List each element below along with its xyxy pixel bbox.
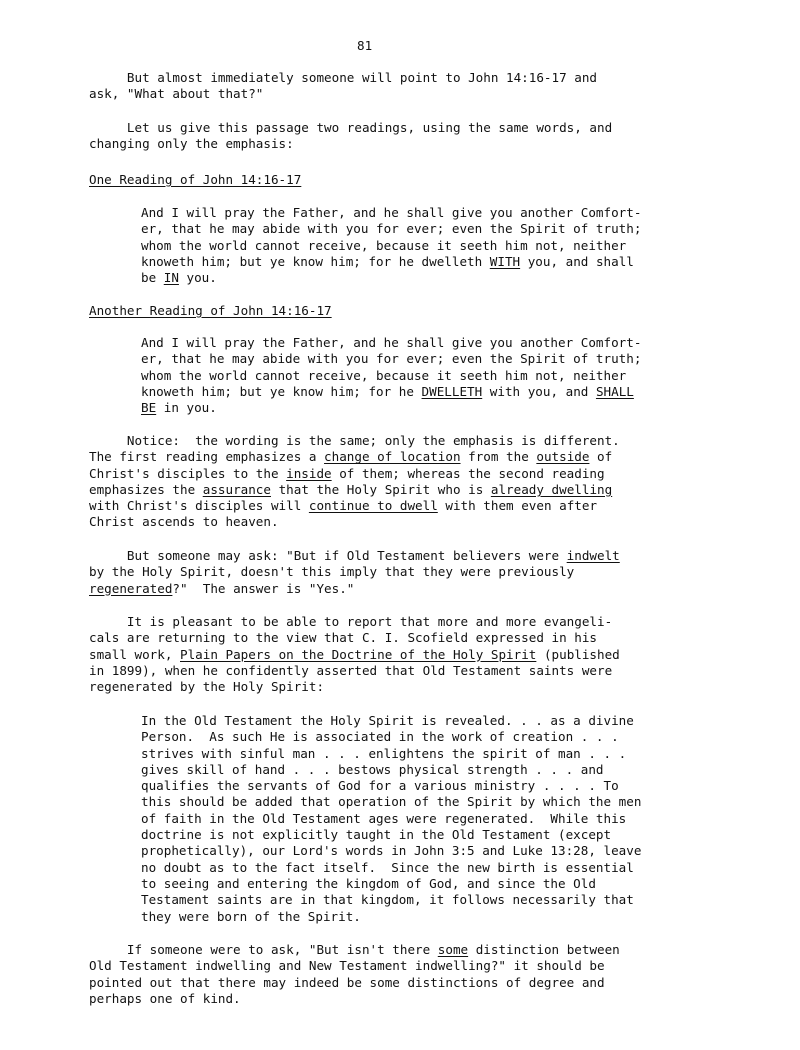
text-run: In the Old Testament the Holy Spirit is revealed. . . as a divine Person. As such He is associated in the work of creation . . . strives with sinful man . . . enlightens the spirit of man . . . gives skill of hand . . . bestows physical strength . . . and qualifies the servants of God for a various ministry . . . . To this should be added that operation of the Spirit by which the men of faith in the Old Testament ages were regenerated. While this doctrine is not explicitly taught in the Old Testament (except prophetically), our Lord's words in John 3:5 and Luke 13:28, leave no doubt as to the fact itself. Since the new birth is essential to seeing and entering the kingdom of God, and since the Old Testament saints are in that kingdom, it follows necessarily that they were born of the Spirit. bbox=[141, 713, 642, 924]
paragraph-notice bbox=[89, 433, 620, 531]
emphasis-be: BE bbox=[141, 400, 157, 416]
text-run: Notice: the wording is the same; only the emphasis is different. The first reading emphasizes a bbox=[89, 433, 620, 465]
page-number: 81 bbox=[357, 38, 373, 53]
text-run: And I will pray the Father, and he shall give you another Comfort- er, that he may abide with you for ever; even the Spirit of truth; whom the world cannot receive, because it seeth him not, neither knoweth him; but ye know him; for he bbox=[141, 335, 642, 399]
quote-first-reading bbox=[141, 205, 641, 286]
text-run: It is pleasant to be able to report that more and more evangeli- cals are returning to the view that C. I. Scofield expressed in his small work, bbox=[89, 614, 613, 662]
emphasis-indwelt: indwelt bbox=[566, 548, 620, 563]
text-run: with them even after Christ ascends to heaven. bbox=[89, 498, 598, 530]
heading-another-reading: Another Reading of John 14:16-17 bbox=[89, 303, 332, 318]
paragraph-intro bbox=[89, 70, 597, 103]
book-title-plain-papers: Plain Papers on the Doctrine of the Holy Spirit bbox=[180, 646, 537, 662]
text-run: that the Holy Spirit who is bbox=[270, 481, 491, 497]
paragraph-distinction bbox=[89, 942, 620, 1007]
text-run: in you. bbox=[156, 400, 217, 416]
text-run: But someone may ask: "But if Old Testament believers were bbox=[89, 548, 567, 563]
paragraph-two-readings bbox=[89, 120, 612, 153]
paragraph-scofield bbox=[89, 614, 620, 695]
text-run: with you, and bbox=[482, 383, 596, 399]
quote-second-reading bbox=[141, 335, 641, 416]
text-run: But almost immediately someone will point to John 14:16-17 and ask, "What about that?" bbox=[89, 70, 597, 102]
emphasis-already-dwelling: already dwelling bbox=[490, 481, 613, 497]
emphasis-with: WITH bbox=[489, 253, 521, 269]
paragraph-question-indwelt bbox=[89, 548, 620, 597]
emphasis-change-of-location: change of location bbox=[324, 449, 461, 465]
quote-scofield bbox=[141, 713, 641, 925]
emphasis-outside: outside bbox=[536, 449, 590, 465]
text-run: And I will pray the Father, and he shall give you another Comfort- er, that he may abide with you for ever; even the Spirit of truth; whom the world cannot receive, because it seeth him not, neither knoweth him; but ye know him; for he dwelleth bbox=[141, 205, 642, 269]
text-run: from the bbox=[460, 449, 537, 465]
emphasis-in: IN bbox=[163, 270, 179, 286]
heading-one-reading: One Reading of John 14:16-17 bbox=[89, 172, 302, 187]
text-run: (published in 1899), when he confidently asserted that Old Testament saints were regenerated by the Holy Spirit: bbox=[89, 646, 620, 695]
text-run: of them; whereas the second reading emphasizes the bbox=[89, 465, 605, 497]
text-run: you. bbox=[178, 270, 217, 286]
text-run: If someone were to ask, "But isn't there bbox=[89, 942, 438, 957]
text-run: by the Holy Spirit, doesn't this imply that they were previously bbox=[89, 564, 575, 580]
text-run: Let us give this passage two readings, using the same words, and changing only the emphasis: bbox=[89, 120, 613, 152]
emphasis-some: some bbox=[437, 942, 469, 957]
emphasis-inside: inside bbox=[286, 465, 332, 481]
emphasis-regenerated: regenerated bbox=[89, 580, 173, 596]
text-run: ?" The answer is "Yes." bbox=[172, 580, 355, 596]
text-run: with Christ's disciples will bbox=[89, 498, 302, 514]
emphasis-continue-to-dwell: continue to dwell bbox=[308, 498, 438, 514]
emphasis-dwelleth: DWELLETH bbox=[421, 383, 483, 399]
emphasis-assurance: assurance bbox=[202, 481, 271, 497]
text-run: you, and shall be bbox=[141, 253, 634, 286]
text-run: distinction between Old Testament indwelling and New Testament indwelling?" it should be pointed out that there may indeed be some distinctions of degree and perhaps one of kind. bbox=[89, 942, 620, 1006]
emphasis-shall: SHALL bbox=[595, 383, 634, 399]
text-run: of Christ's disciples to the bbox=[89, 449, 613, 481]
